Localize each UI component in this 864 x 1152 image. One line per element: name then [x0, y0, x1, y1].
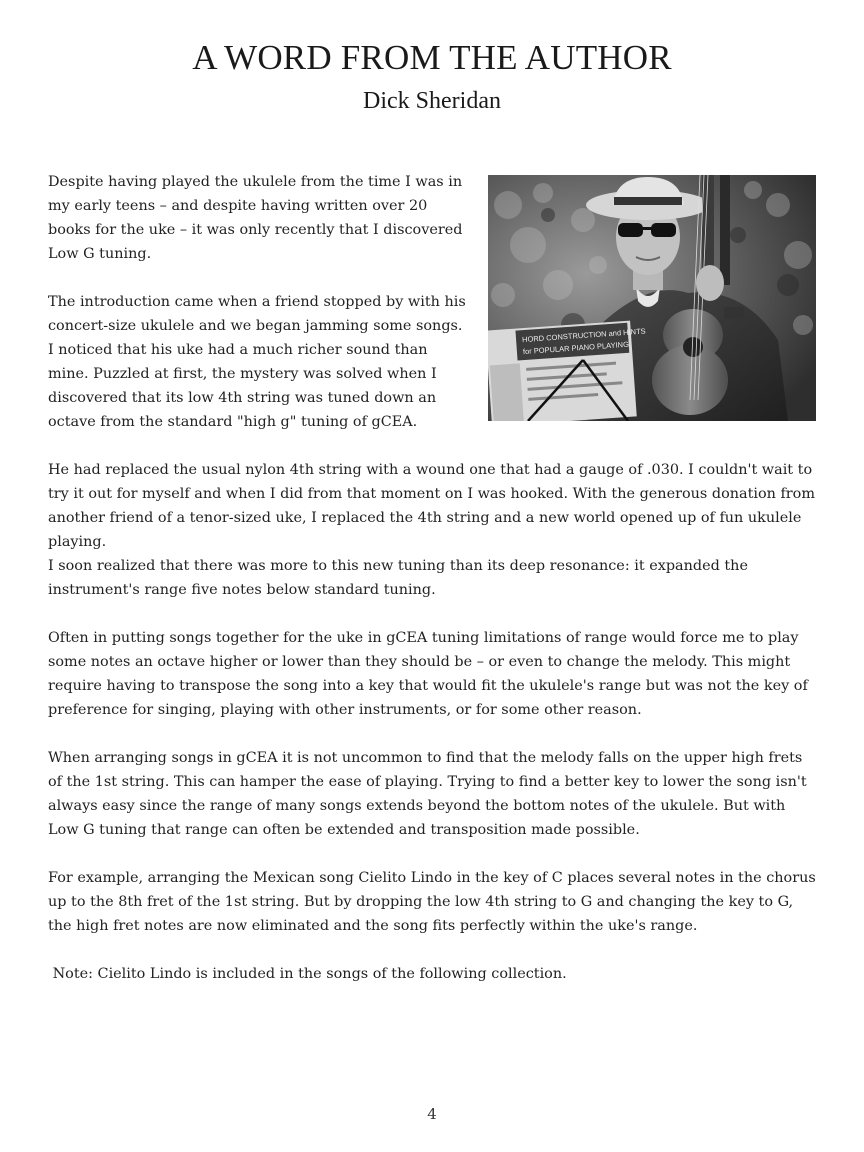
author-photo — [488, 175, 816, 421]
paragraph-1: Despite having played the ukulele from the time I was in my early teens – and despite having written over 20 books for the uke – it was only recently that I discovered Low G tuning. — [48, 174, 463, 262]
paragraph-4: I soon realized that there was more to this new tuning than its deep resonance: it expanded the instrument's range five notes below standard tuning. — [48, 558, 748, 598]
page-title: A WORD FROM THE AUTHOR — [192, 38, 672, 77]
paragraph-5: Often in putting songs together for the uke in gCEA tuning limitations of range would force me to play some notes an octave higher or lower than they should be – or even to change the melody. This might require having to transpose the song into a key that would fit the ukulele's range but was not the key of preference for singing, playing with other instruments, or for some other reason. — [48, 630, 808, 718]
paragraph-3: He had replaced the usual nylon 4th string with a wound one that had a gauge of .030. I couldn't wait to try it out for myself and when I did from that moment on I was hooked. With the generous donation from another friend of a tenor-sized uke, I replaced the 4th string and a new world opened up of fun ukulele playing. — [48, 462, 815, 550]
paragraph-7: For example, arranging the Mexican song Cielito Lindo in the key of C places several notes in the chorus up to the 8th fret of the 1st string. But by dropping the low 4th string to G and changing the key to G, the high fret notes are now eliminated and the song fits perfectly within the uke's range. — [48, 870, 816, 934]
page-number: 4 — [427, 1105, 437, 1123]
author-name: Dick Sheridan — [363, 88, 501, 114]
music-book — [488, 320, 651, 421]
paragraph-6: When arranging songs in gCEA it is not uncommon to find that the melody falls on the upper high frets of the 1st string. This can hamper the ease of playing. Trying to find a better key to lower the song isn't always easy since the range of many songs extends beyond the bottom notes of the ukulele. But with Low G tuning that range can often be extended and transposition made possible. — [48, 750, 807, 838]
paragraph-note: Note: Cielito Lindo is included in the songs of the following collection. — [48, 966, 567, 982]
paragraph-2: The introduction came when a friend stopped by with his concert-size ukulele and we began jamming some songs. I noticed that his uke had a much richer sound than mine. Puzzled at first, the mystery was solved when I discovered that its low 4th string was tuned down an octave from the standard "high g" tuning of gCEA. — [48, 294, 466, 430]
svg-text:for POPULAR PIANO PLAYING: for POPULAR PIANO PLAYING — [522, 339, 630, 357]
svg-text:HORD CONSTRUCTION and HINTS: HORD CONSTRUCTION and HINTS — [521, 326, 646, 345]
